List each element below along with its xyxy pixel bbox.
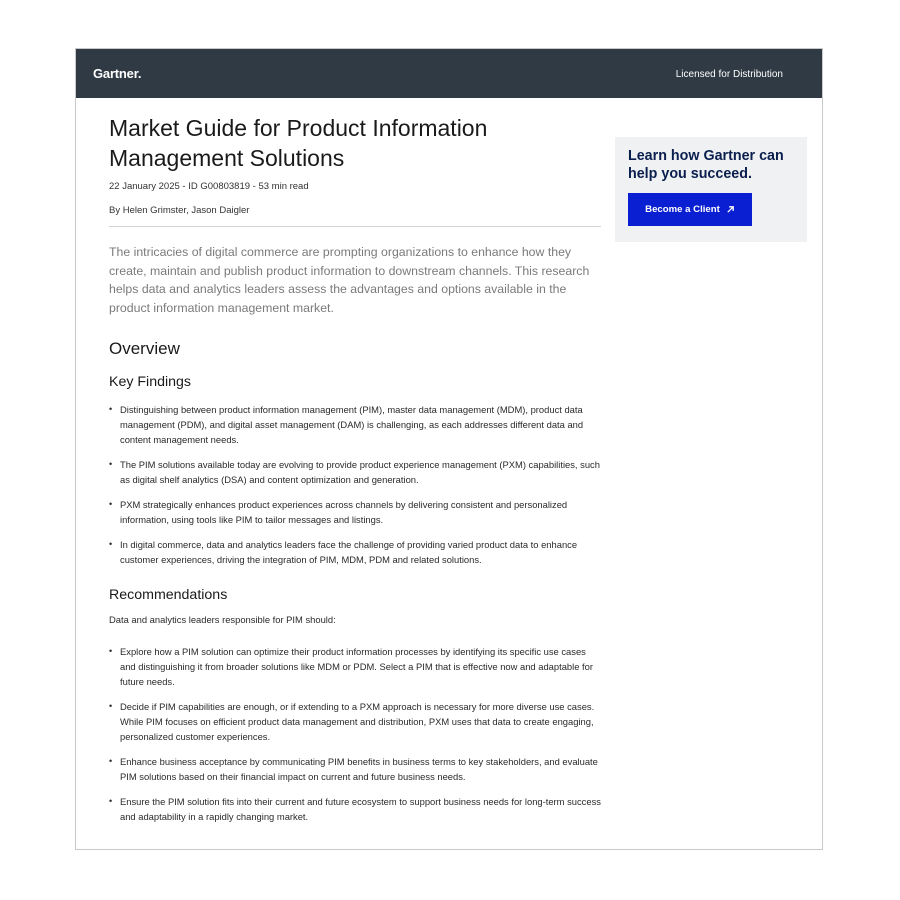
top-bar bbox=[76, 49, 822, 98]
arrow-up-right-icon bbox=[726, 205, 735, 214]
become-client-button[interactable] bbox=[628, 193, 752, 226]
bullet-icon: • bbox=[109, 458, 113, 469]
license-label: Licensed for Distribution bbox=[675, 69, 783, 80]
list-item-text: Decide if PIM capabilities are enough, or if extending to a PXM approach is necessary for more diverse use cases. While PIM focuses on efficient product data management and distribution, PXM uses that data to create engaging, personalized customer experiences. bbox=[120, 700, 595, 742]
article-authors: By Helen Grimster, Jason Daigler bbox=[109, 205, 250, 216]
overview-heading: Overview bbox=[109, 338, 180, 358]
list-item-text: Explore how a PIM solution can optimize their product information processes by identifying its specific use cases and distinguishing it from broader solutions like MDM or PDM. Select a PIM that is effective now and adaptable for future needs. bbox=[120, 645, 593, 687]
bullet-icon: • bbox=[109, 700, 113, 711]
recommendations-list bbox=[109, 644, 601, 824]
list-item bbox=[109, 794, 601, 824]
recommendations-intro: Data and analytics leaders responsible for PIM should: bbox=[109, 613, 336, 625]
recommendations-heading: Recommendations bbox=[109, 586, 228, 603]
gartner-logo[interactable]: Gartner. bbox=[93, 66, 142, 81]
key-findings-list bbox=[109, 402, 601, 567]
divider bbox=[109, 226, 601, 227]
list-item bbox=[109, 457, 601, 487]
bullet-icon: • bbox=[109, 538, 113, 549]
list-item-text: PXM strategically enhances product experiences across channels by delivering consistent and personalized information, using tools like PIM to tailor messages and listings. bbox=[120, 498, 568, 525]
cta-panel bbox=[615, 137, 807, 242]
bullet-icon: • bbox=[109, 403, 113, 414]
page-title: Market Guide for Product Information Management Solutions bbox=[109, 115, 488, 171]
document-frame bbox=[75, 48, 823, 850]
bullet-icon: • bbox=[109, 795, 113, 806]
article-summary: The intricacies of digital commerce are prompting organizations to enhance how they create, maintain and publish product information to downstream channels. This research helps data and analytics leaders assess the advantages and options available in the product information management market. bbox=[109, 245, 590, 316]
list-item bbox=[109, 644, 601, 689]
list-item-text: In digital commerce, data and analytics leaders face the challenge of providing varied product data to enhance customer experiences, driving the integration of PIM, MDM, PDM and related solutions. bbox=[120, 538, 578, 565]
bullet-icon: • bbox=[109, 645, 113, 656]
list-item-text: Enhance business acceptance by communicating PIM benefits in business terms to key stakeholders, and evaluate PIM solutions based on their financial impact on current and future business needs. bbox=[120, 755, 598, 782]
cta-title: Learn how Gartner can help you succeed. bbox=[628, 148, 784, 182]
list-item bbox=[109, 497, 601, 527]
list-item bbox=[109, 699, 601, 744]
list-item bbox=[109, 402, 601, 447]
list-item-text: The PIM solutions available today are evolving to provide product experience management (PXM) capabilities, such as digital shelf analytics (DSA) and content optimization and generation. bbox=[120, 458, 600, 485]
list-item-text: Ensure the PIM solution fits into their current and future ecosystem to support business needs for long-term success and adaptability in a rapidly changing market. bbox=[120, 795, 601, 822]
list-item bbox=[109, 754, 601, 784]
list-item bbox=[109, 537, 601, 567]
bullet-icon: • bbox=[109, 755, 113, 766]
list-item-text: Distinguishing between product information management (PIM), master data management (MDM), product data management (PDM), and digital asset management (DAM) is challenging, as each addresses different data and content management needs. bbox=[120, 403, 584, 445]
article-body bbox=[109, 113, 601, 834]
key-findings-heading: Key Findings bbox=[109, 373, 192, 390]
become-client-label: Become a Client bbox=[645, 204, 720, 215]
article-meta: 22 January 2025 - ID G00803819 - 53 min read bbox=[109, 181, 309, 192]
bullet-icon: • bbox=[109, 498, 113, 509]
